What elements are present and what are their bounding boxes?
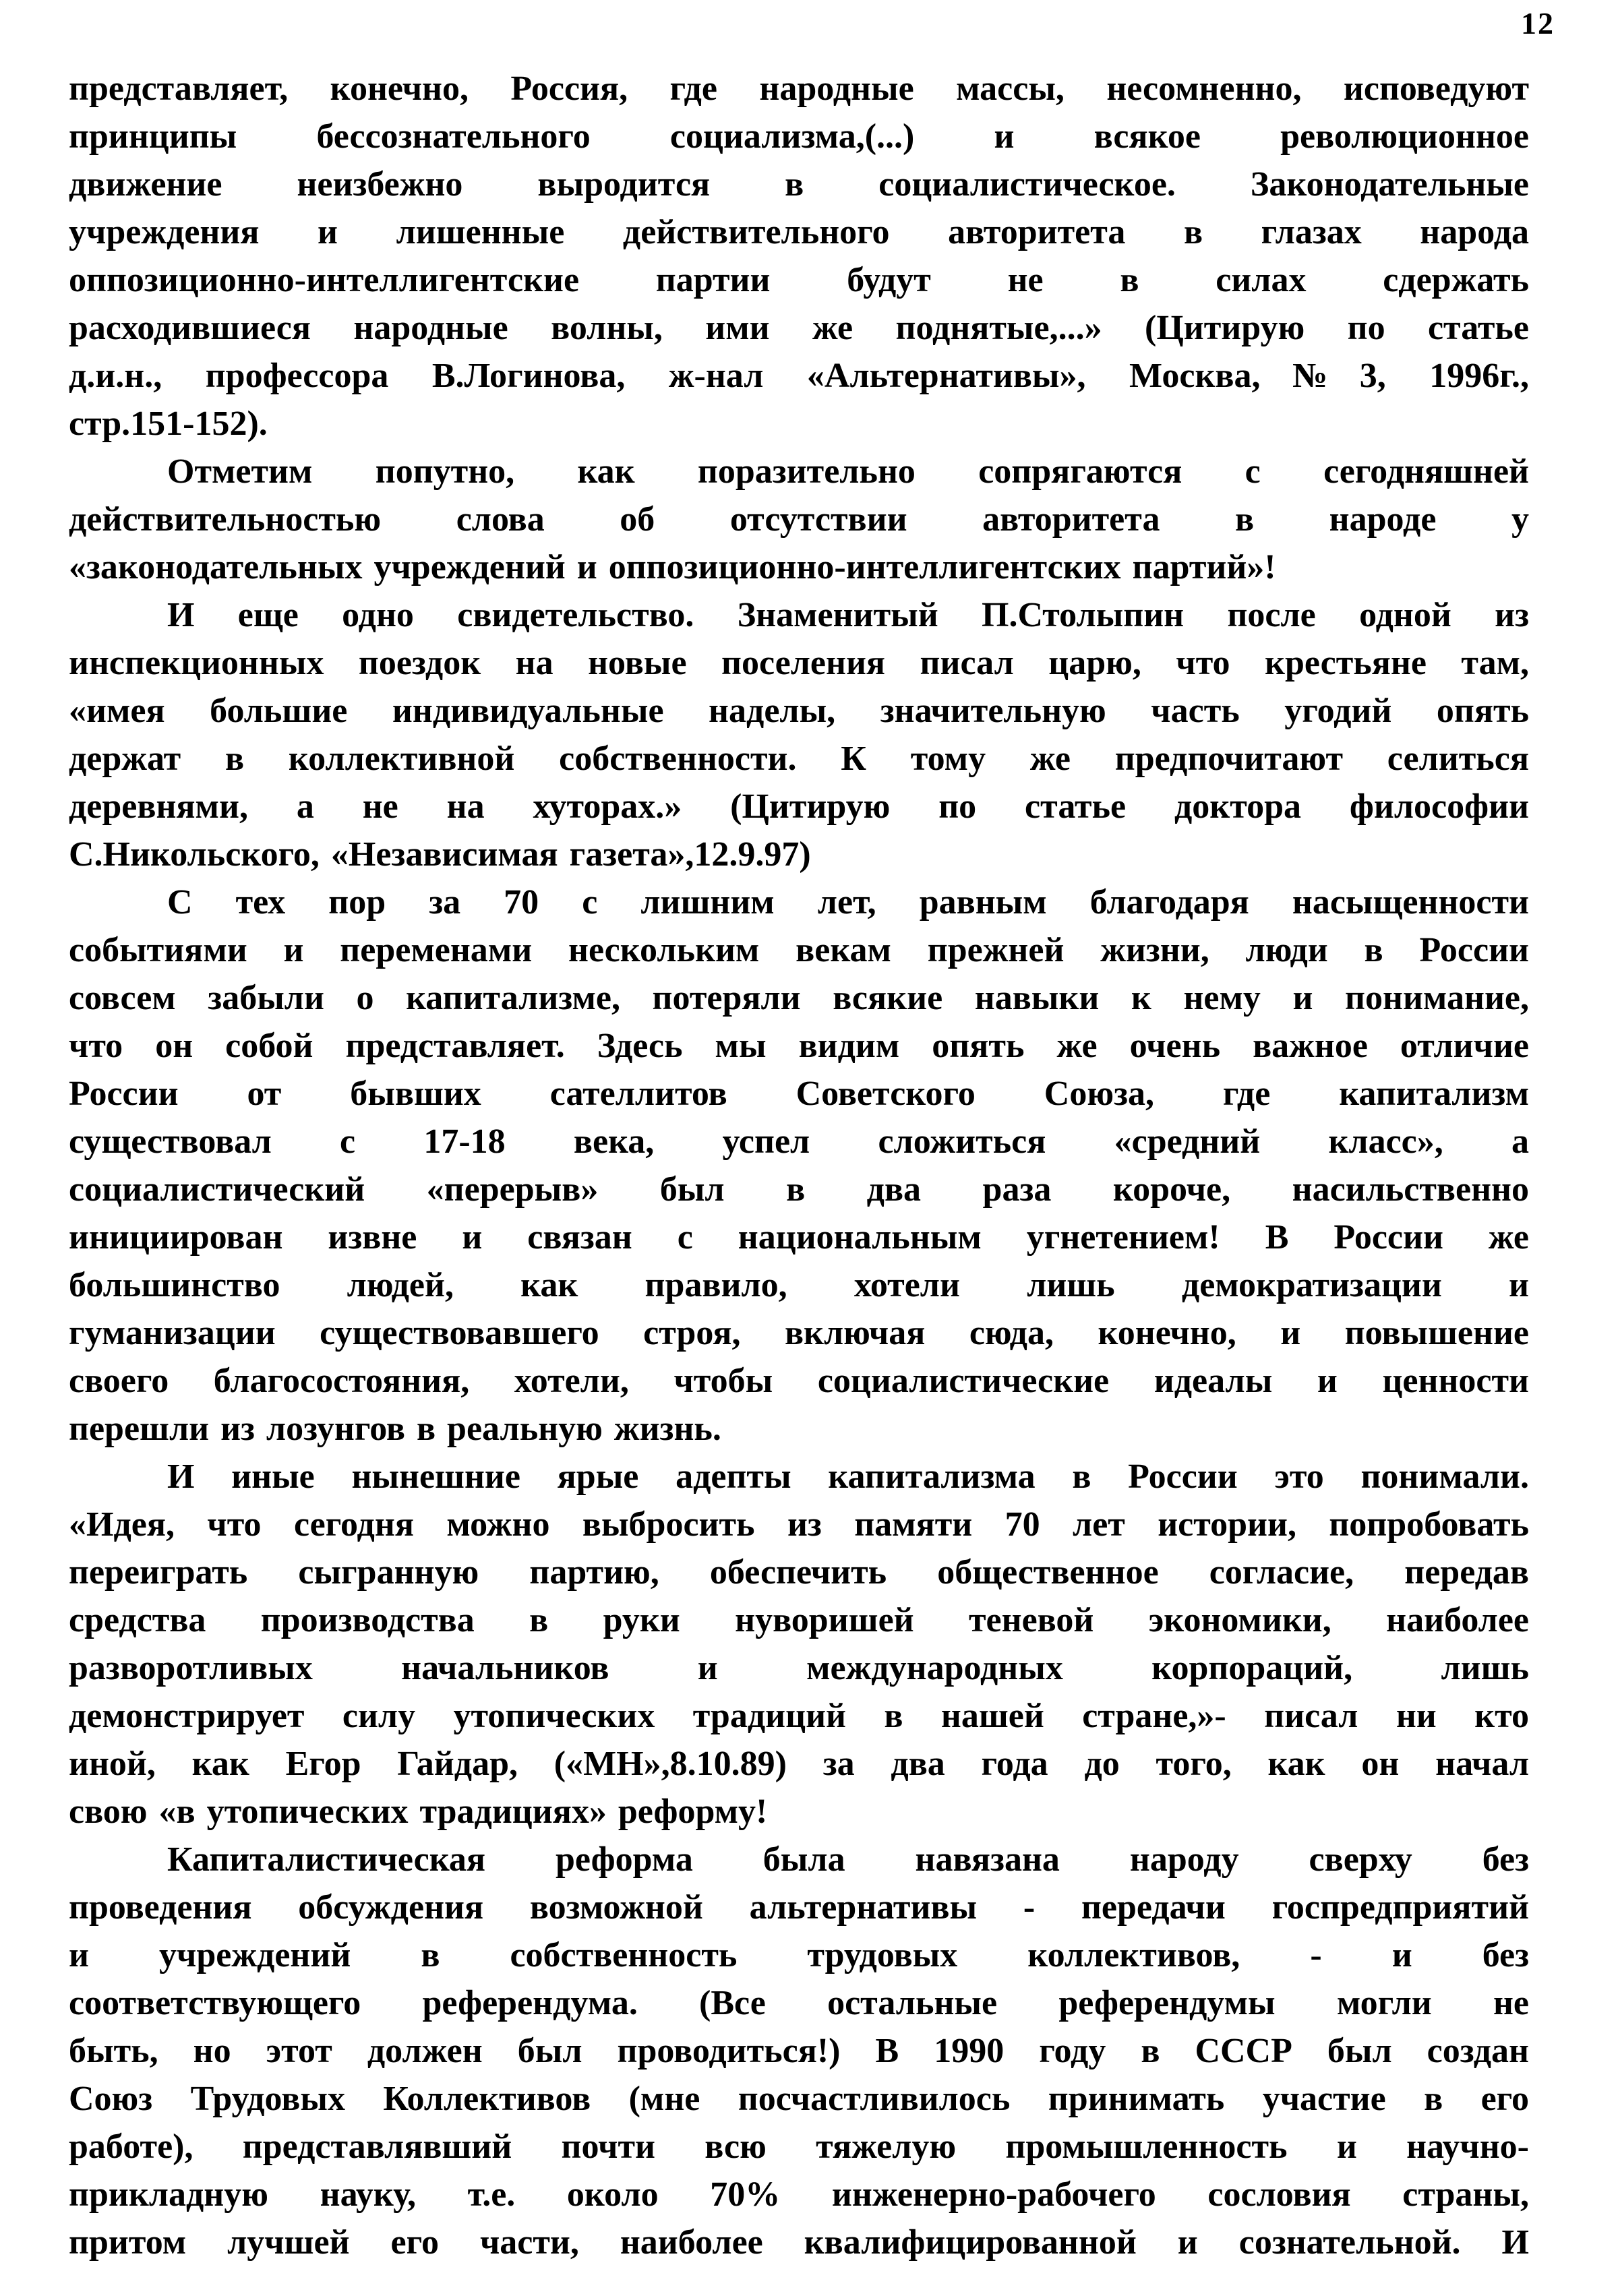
text-line: свою «в утопических традициях» реформу! bbox=[69, 1792, 768, 1831]
text-line: деревнями, а не на хуторах.» (Цитирую по статье доктора философии bbox=[69, 787, 1529, 826]
text-line: С.Никольского, «Независимая газета»,12.9.97) bbox=[69, 835, 811, 874]
text-line: Союз Трудовых Коллективов (мне посчастливилось принимать участие в его bbox=[69, 2080, 1529, 2118]
text-line: демонстрирует силу утопических традиций в нашей стране,»- писал ни кто bbox=[69, 1697, 1529, 1735]
text-line: Отметим попутно, как поразительно сопрягаются с сегодняшней bbox=[167, 452, 1529, 491]
text-line: перешли из лозунгов в реальную жизнь. bbox=[69, 1410, 721, 1448]
text-block bbox=[69, 65, 1529, 2266]
text-line: существовал с 17-18 века, успел сложиться «средний класс», а bbox=[69, 1122, 1529, 1161]
text-line: учреждения и лишенные действительного авторитета в глазах народа bbox=[69, 213, 1529, 251]
text-line: совсем забыли о капитализме, потеряли всякие навыки к нему и понимание, bbox=[69, 979, 1529, 1017]
text-line: что он собой представляет. Здесь мы видим опять же очень важное отличие bbox=[69, 1027, 1529, 1065]
text-line: своего благосостояния, хотели, чтобы социалистические идеалы и ценности bbox=[69, 1362, 1529, 1400]
paragraph bbox=[69, 1836, 1529, 2266]
text-line: событиями и переменами нескольким векам прежней жизни, люди в России bbox=[69, 931, 1529, 969]
text-line: прикладную науку, т.е. около 70% инженерно-рабочего сословия страны, bbox=[69, 2175, 1529, 2214]
text-line: работе), представлявший почти всю тяжелую промышленность и научно- bbox=[69, 2127, 1529, 2166]
text-line: стр.151-152). bbox=[69, 404, 268, 443]
text-line: «Идея, что сегодня можно выбросить из памяти 70 лет истории, попробовать bbox=[69, 1505, 1529, 1544]
text-line: принципы бессознательного социализма,(...) и всякое революционное bbox=[69, 117, 1529, 156]
text-line: соответствующего референдума. (Все остальные референдумы могли не bbox=[69, 1984, 1529, 2022]
text-line: И иные нынешние ярые адепты капитализма в России это понимали. bbox=[167, 1457, 1529, 1496]
text-line: быть, но этот должен был проводиться!) В 1990 году в СССР был создан bbox=[69, 2032, 1529, 2070]
paragraph bbox=[69, 65, 1529, 448]
text-line: иной, как Егор Гайдар, («МН»,8.10.89) за два года до того, как он начал bbox=[69, 1745, 1529, 1783]
paragraph bbox=[69, 878, 1529, 1453]
text-line: д.и.н., профессора В.Логинова, ж-нал «Альтернативы», Москва,№3, 1996г., bbox=[69, 357, 1529, 395]
text-line: С тех пор за 70 с лишним лет, равным благодаря насыщенности bbox=[167, 883, 1529, 922]
text-line: движение неизбежно выродится в социалистическое. Законодательные bbox=[69, 165, 1529, 204]
text-line: и учреждений в собственность трудовых коллективов, - и без bbox=[69, 1936, 1529, 1974]
text-line: разворотливых начальников и международных корпораций, лишь bbox=[69, 1649, 1529, 1687]
text-line: «законодательных учреждений и оппозиционно-интеллигентских партий»! bbox=[69, 548, 1276, 586]
text-line: проведения обсуждения возможной альтернативы - передачи госпредприятий bbox=[69, 1888, 1529, 1927]
paragraph bbox=[69, 1453, 1529, 1836]
text-line: переиграть сыгранную партию, обеспечить общественное согласие, передав bbox=[69, 1553, 1529, 1592]
text-line: инициирован извне и связан с национальным угнетением! В России же bbox=[69, 1218, 1529, 1257]
text-line: действительностью слова об отсутствии авторитета в народе у bbox=[69, 500, 1529, 539]
text-line: России от бывших сателлитов Советского Союза, где капитализм bbox=[69, 1075, 1529, 1113]
text-line: инспекционных поездок на новые поселения писал царю, что крестьяне там, bbox=[69, 644, 1529, 682]
text-line: представляет, конечно, Россия, где народные массы, несомненно, исповедуют bbox=[69, 69, 1529, 108]
text-line: И еще одно свидетельство. Знаменитый П.Столыпин после одной из bbox=[167, 596, 1529, 634]
text-line: средства производства в руки нуворишей теневой экономики, наиболее bbox=[69, 1601, 1529, 1639]
text-line: социалистический «перерыв» был в два раза короче, насильственно bbox=[69, 1170, 1529, 1209]
text-line: оппозиционно-интеллигентские партии будут не в силах сдержать bbox=[69, 261, 1529, 299]
text-line: Капиталистическая реформа была навязана народу сверху без bbox=[167, 1840, 1529, 1879]
paragraph bbox=[69, 448, 1529, 591]
text-line: большинство людей, как правило, хотели лишь демократизации и bbox=[69, 1266, 1529, 1304]
paragraph bbox=[69, 591, 1529, 878]
text-line: гуманизации существовавшего строя, включая сюда, конечно, и повышение bbox=[69, 1314, 1529, 1352]
text-line: «имея большие индивидуальные наделы, значительную часть угодий опять bbox=[69, 692, 1529, 730]
text-line: притом лучшей его части, наиболее квалифицированной и сознательной. И bbox=[69, 2223, 1529, 2262]
text-line: расходившиеся народные волны, ими же поднятые,...» (Цитирую по статье bbox=[69, 309, 1529, 347]
page-number: 12 bbox=[1521, 6, 1555, 40]
text-line: держат в коллективной собственности. К тому же предпочитают селиться bbox=[69, 739, 1529, 778]
